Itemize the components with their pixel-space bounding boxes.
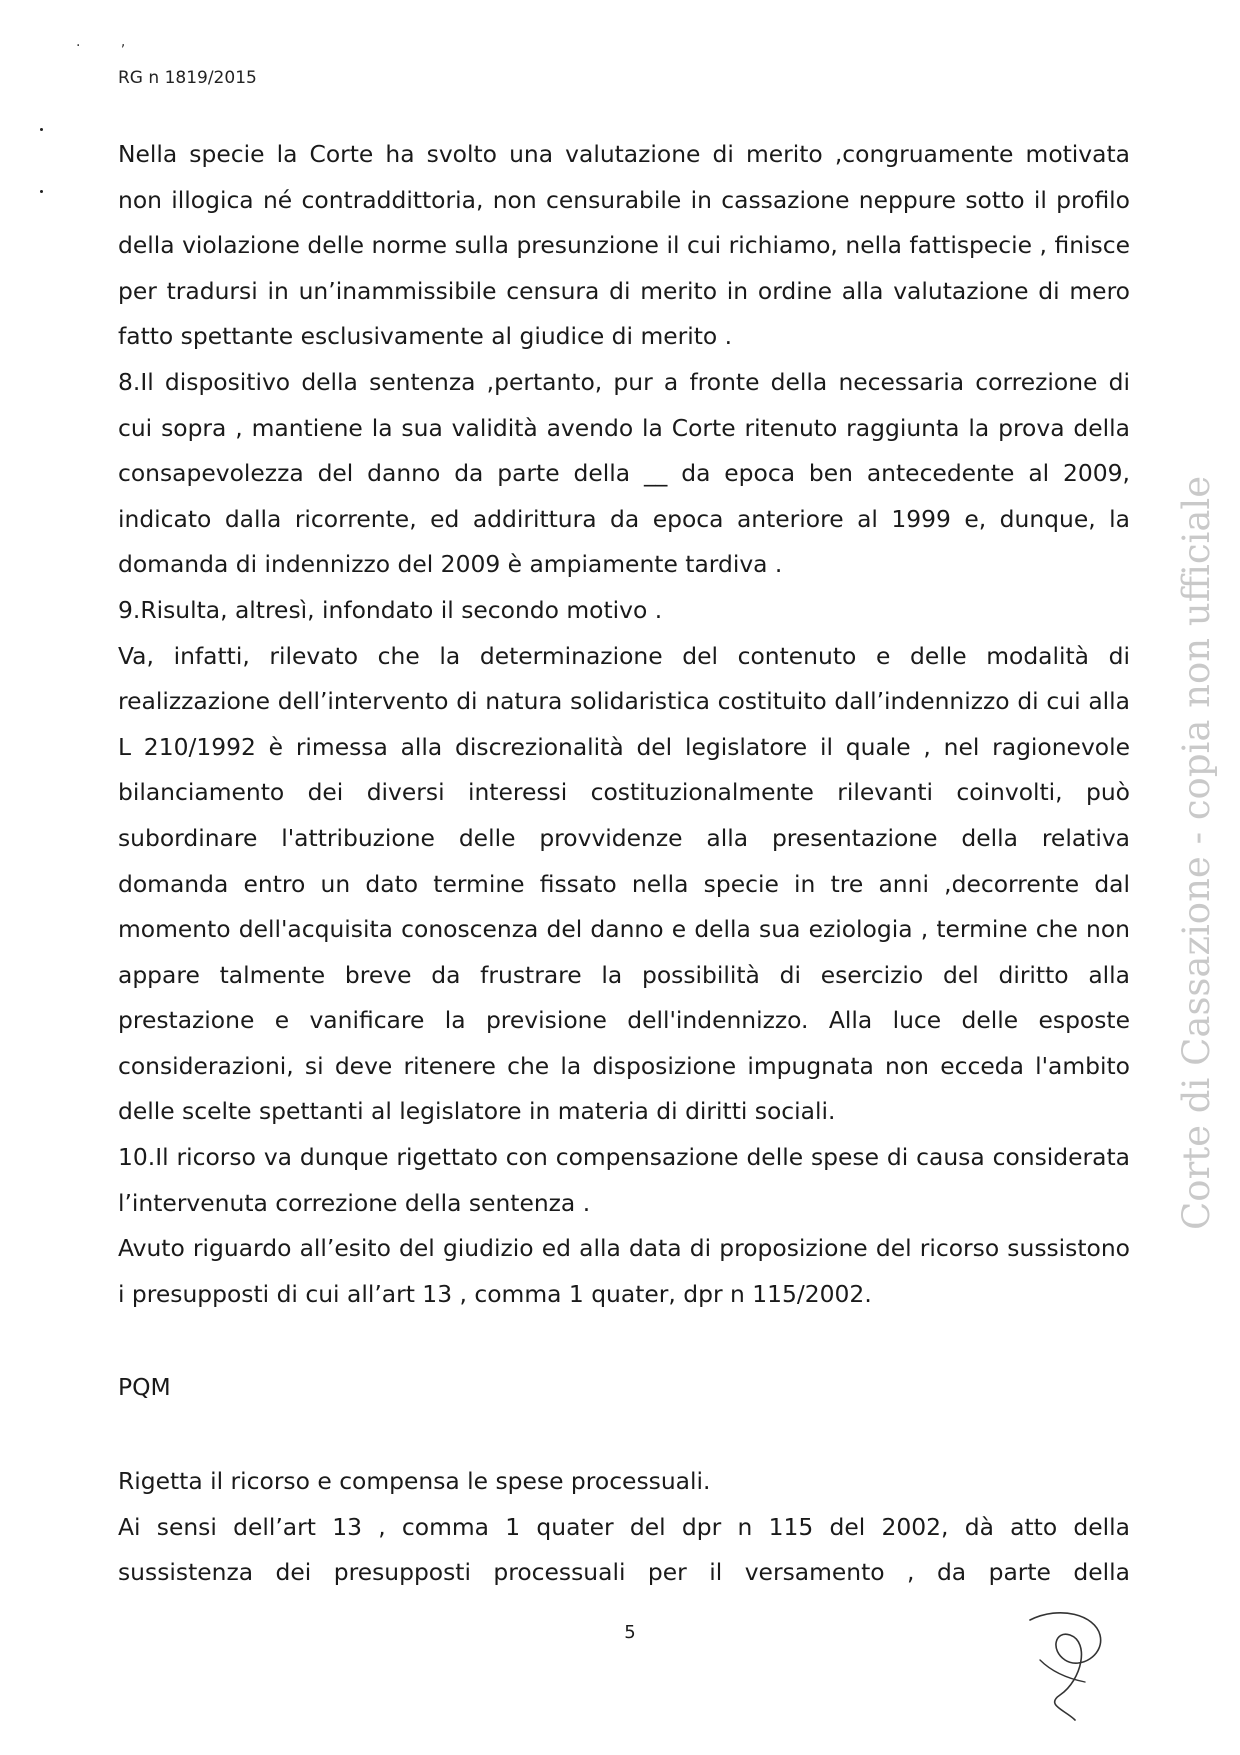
signature-mark [1010, 1600, 1120, 1740]
pqm-heading: PQM [118, 1373, 171, 1402]
watermark: Corte di Cassazione - copia non ufficiale [1175, 475, 1218, 1230]
paragraph: Avuto riguardo all’esito del giudizio ed alla data di proposizione del ricorso sussistono i presupposti di cui all’art 13 , comma 1 quater, dpr n 115/2002. [118, 1234, 1130, 1308]
scan-dot [40, 190, 43, 193]
paragraph: Nella specie la Corte ha svolto una valutazione di merito ,congruamente motivata non illogica né contraddittoria, non censurabile in cassazione neppure sotto il profilo della violazione delle norme sulla presunzione il cui richiamo, nella fattispecie , finisce per tradursi in un’inammissibile censura di merito in ordine alla valutazione di mero fatto spettante esclusivamente al giudice di merito . [118, 140, 1130, 351]
document-body [118, 132, 1130, 1596]
page-number: 5 [624, 1622, 636, 1643]
spacer [118, 1317, 1130, 1365]
decision-paragraph: Ai sensi dell’art 13 , comma 1 quater del dpr n 115 del 2002, dà atto della sussistenza dei presupposti processuali per il versamento , da parte della [118, 1512, 1130, 1587]
paragraph: 10.Il ricorso va dunque rigettato con compensazione delle spese di causa considerata l’intervenuta correzione della sentenza . [118, 1143, 1130, 1217]
paragraph: 9.Risulta, altresì, infondato il secondo motivo . [118, 595, 663, 624]
scan-dot [40, 128, 43, 131]
decision-paragraph: Rigetta il ricorso e compensa le spese processuali. [118, 1467, 711, 1496]
paragraph: Va, infatti, rilevato che la determinazione del contenuto e delle modalità di realizzazione dell’intervento di natura solidaristica costituito dall’indennizzo di cui alla L 210/1992 è rimessa alla discrezionalità del legislatore il quale , nel ragionevole bilanciamento dei diversi interessi costituzionalmente rilevanti coinvolti, può subordinare l'attribuzione delle provvidenze alla presentazione della relativa domanda entro un dato termine fissato nella specie in tre anni ,decorrente dal momento dell'acquisita conoscenza del danno e della sua eziologia , termine che non appare talmente breve da frustrare la possibilità di esercizio del diritto alla prestazione e vanificare la previsione dell'indennizzo. Alla luce delle esposte considerazioni, si deve ritenere che la disposizione impugnata non ecceda l'ambito delle scelte spettanti al legislatore in materia di diritti sociali. [118, 641, 1130, 1126]
paragraph: 8.Il dispositivo della sentenza ,pertanto, pur a fronte della necessaria correzione di cui sopra , mantiene la sua validità avendo la Corte ritenuto raggiunta la prova della consapevolezza del danno da parte della __ da epoca ben antecedente al 2009, indicato dalla ricorrente, ed addirittura da epoca anteriore al 1999 e, dunque, la domanda di indennizzo del 2009 è ampiamente tardiva . [118, 367, 1130, 579]
spacer [118, 1411, 1130, 1459]
scan-marks: . , [76, 34, 144, 50]
case-number: RG n 1819/2015 [118, 68, 257, 88]
